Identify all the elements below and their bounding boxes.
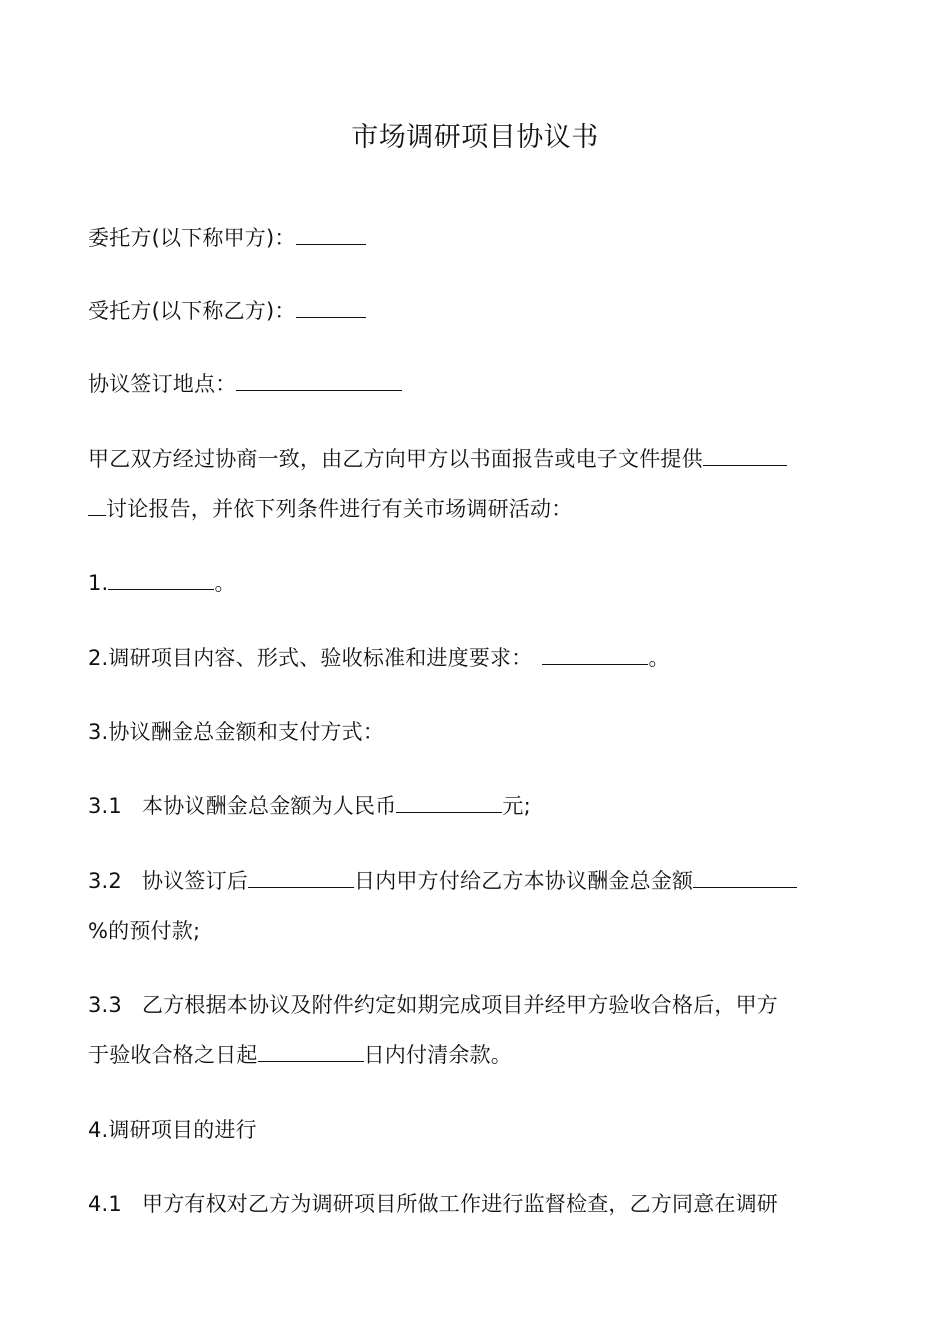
party-b-line — [88, 296, 366, 326]
location-line — [88, 369, 402, 399]
item-3-3-line — [88, 990, 778, 1020]
item-3-2-text-c: %的预付款; — [88, 919, 201, 943]
item-3-2-number: 3.2 — [88, 869, 122, 893]
item-3-1-blank — [396, 794, 502, 813]
item-3-1-line — [88, 791, 531, 821]
item-3-2-text-a: 协议签订后 — [142, 869, 248, 893]
party-a-line — [88, 223, 366, 253]
item-3-1-suffix: 元; — [502, 794, 531, 818]
item-3-1-text: 本协议酬金总金额为人民币 — [142, 794, 397, 818]
item-3-2-line — [88, 866, 797, 896]
item-3-line — [88, 717, 384, 747]
item-4-text: 4.调研项目的进行 — [88, 1118, 257, 1142]
item-4-1-line — [88, 1189, 778, 1219]
item-4-line — [88, 1115, 257, 1145]
item-3-3-blank — [258, 1043, 364, 1062]
party-b-label: 受托方(以下称乙方)： — [88, 299, 296, 323]
item-3-2-blank-a — [248, 869, 354, 888]
item-4-1-text: 甲方有权对乙方为调研项目所做工作进行监督检查，乙方同意在调研 — [142, 1192, 778, 1216]
intro-blank-2 — [88, 497, 106, 516]
document-title: 市场调研项目协议书 — [351, 122, 599, 153]
party-a-label: 委托方(以下称甲方)： — [88, 226, 296, 250]
item-3-text: 3.协议酬金总金额和支付方式： — [88, 720, 385, 744]
intro-text-1: 甲乙双方经过协商一致，由乙方向甲方以书面报告或电子文件提供 — [88, 447, 703, 471]
intro-line-2 — [88, 494, 572, 524]
intro-blank-1 — [703, 447, 787, 466]
item-2-suffix: 。 — [648, 646, 670, 670]
item-3-3-number: 3.3 — [88, 993, 122, 1017]
item-3-1-number: 3.1 — [88, 794, 122, 818]
party-a-blank — [296, 226, 366, 245]
location-blank — [236, 372, 402, 391]
location-label: 协议签订地点： — [88, 372, 237, 396]
item-1-line — [88, 568, 236, 598]
item-3-2-line-2 — [88, 916, 200, 946]
intro-text-2: 讨论报告，并依下列条件进行有关市场调研活动： — [106, 497, 573, 521]
item-2-line — [88, 643, 670, 673]
item-3-2-text-b: 日内甲方付给乙方本协议酬金总金额 — [354, 869, 694, 893]
item-3-3-text-2a: 于验收合格之日起 — [88, 1043, 258, 1067]
item-3-3-text-2b: 日内付清余款。 — [363, 1043, 513, 1067]
party-b-blank — [296, 299, 366, 318]
item-3-3-line-2 — [88, 1040, 512, 1070]
item-1-blank — [108, 571, 214, 590]
item-3-2-blank-b — [693, 869, 797, 888]
item-1-prefix: 1. — [88, 571, 109, 595]
item-4-1-number: 4.1 — [88, 1192, 122, 1216]
item-2-blank — [542, 646, 648, 665]
item-1-suffix: 。 — [214, 571, 236, 595]
item-3-3-text-1: 乙方根据本协议及附件约定如期完成项目并经甲方验收合格后，甲方 — [142, 993, 778, 1017]
intro-line-1 — [88, 444, 787, 474]
item-2-prefix: 2.调研项目内容、形式、验收标准和进度要求： — [88, 646, 533, 670]
